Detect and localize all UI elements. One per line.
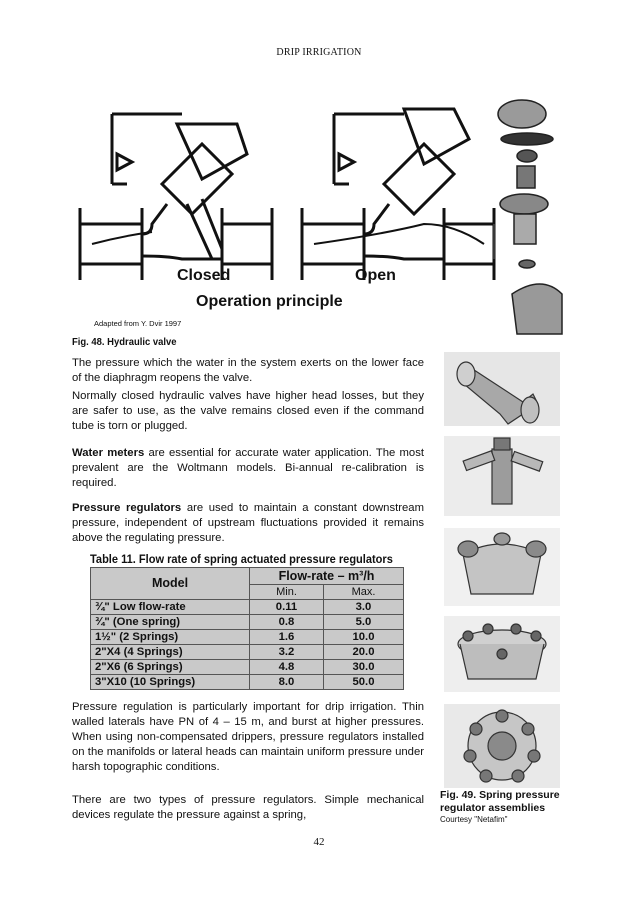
col-header-max: Max.	[323, 585, 403, 600]
model-cell: ¾" (One spring)	[91, 615, 250, 630]
paragraph-1: The pressure which the water in the system exerts on the lower face of the diaphragm reopens the valve.	[72, 357, 424, 384]
table-row	[91, 600, 404, 615]
model-cell: 1½" (2 Springs)	[91, 630, 250, 645]
min-cell: 0.11	[250, 600, 324, 615]
flow-rate-table	[90, 567, 404, 690]
model-cell: ¾" Low flow-rate	[91, 600, 250, 615]
max-cell: 30.0	[323, 660, 403, 675]
max-cell: 10.0	[323, 630, 403, 645]
col-header-min: Min.	[250, 585, 324, 600]
paragraph-5: Pressure regulation is particularly important for drip irrigation. Thin walled laterals have PN of 4 – 15 m, and burst at higher pressures. When using non-compensated drippers, pressure regulators installed on the manifolds or lateral heads can maintain uniform pressure under harsh topographic conditions.	[72, 701, 424, 773]
min-cell: 1.6	[250, 630, 324, 645]
open-label: Open	[355, 267, 396, 284]
min-cell: 8.0	[250, 675, 324, 690]
regulator-photo-1	[444, 352, 560, 426]
paragraph-3	[72, 446, 424, 491]
table-11-title: Table 11. Flow rate of spring actuated pressure regulators	[90, 552, 393, 566]
table-row	[91, 630, 404, 645]
table-row	[91, 645, 404, 660]
regulator-photo-3	[444, 528, 560, 606]
figure-48-caption: Fig. 48. Hydraulic valve	[72, 336, 177, 348]
term-water-meters: Water meters	[72, 447, 145, 459]
pressure-regulator-photos	[438, 344, 566, 794]
max-cell: 3.0	[323, 600, 403, 615]
page-number: 42	[313, 836, 325, 848]
table-row	[91, 615, 404, 630]
min-cell: 3.2	[250, 645, 324, 660]
figure-49-caption: Fig. 49. Spring pressure regulator assemblies	[440, 789, 560, 814]
max-cell: 5.0	[323, 615, 403, 630]
running-header: DRIP IRRIGATION	[276, 47, 362, 58]
paragraph-3-text: are essential for accurate water application. The most prevalent are the Woltmann models. Bi-annual re-calibration is required.	[72, 447, 424, 489]
max-cell: 20.0	[323, 645, 403, 660]
table-row	[91, 660, 404, 675]
closed-label: Closed	[177, 267, 231, 284]
col-header-model: Model	[91, 568, 250, 600]
regulator-photo-2	[444, 436, 560, 516]
paragraph-4-text: are used to maintain a constant downstream pressure, independent of upstream fluctuations provided it remains above the regulating pressure.	[72, 502, 424, 544]
figure-credit: Adapted from Y. Dvir 1997	[94, 319, 182, 328]
min-cell: 0.8	[250, 615, 324, 630]
model-cell: 2"X4 (4 Springs)	[91, 645, 250, 660]
paragraph-6: There are two types of pressure regulators. Simple mechanical devices regulate the pressure against a spring,	[72, 794, 424, 821]
valve-parts-exploded-view	[494, 100, 562, 334]
figure-title: Operation principle	[196, 293, 343, 310]
paragraph-2: Normally closed hydraulic valves have higher head losses, but they are safer to use, as the valve remains closed even if the command tube is torn or plugged.	[72, 390, 424, 432]
regulator-photo-5	[444, 704, 560, 788]
paragraph-4	[72, 501, 424, 546]
min-cell: 4.8	[250, 660, 324, 675]
max-cell: 50.0	[323, 675, 403, 690]
term-pressure-regulators: Pressure regulators	[72, 502, 182, 514]
hydraulic-valve-figure	[72, 84, 572, 340]
model-cell: 3"X10 (10 Springs)	[91, 675, 250, 690]
regulator-photo-4	[444, 616, 560, 692]
figure-49-courtesy: Courtesy "Netafim"	[440, 815, 508, 824]
closed-valve-drawing	[80, 114, 272, 280]
model-cell: 2"X6 (6 Springs)	[91, 660, 250, 675]
open-valve-drawing	[302, 109, 494, 280]
col-header-flow-rate: Flow-rate – m³/h	[250, 568, 404, 585]
table-row	[91, 675, 404, 690]
